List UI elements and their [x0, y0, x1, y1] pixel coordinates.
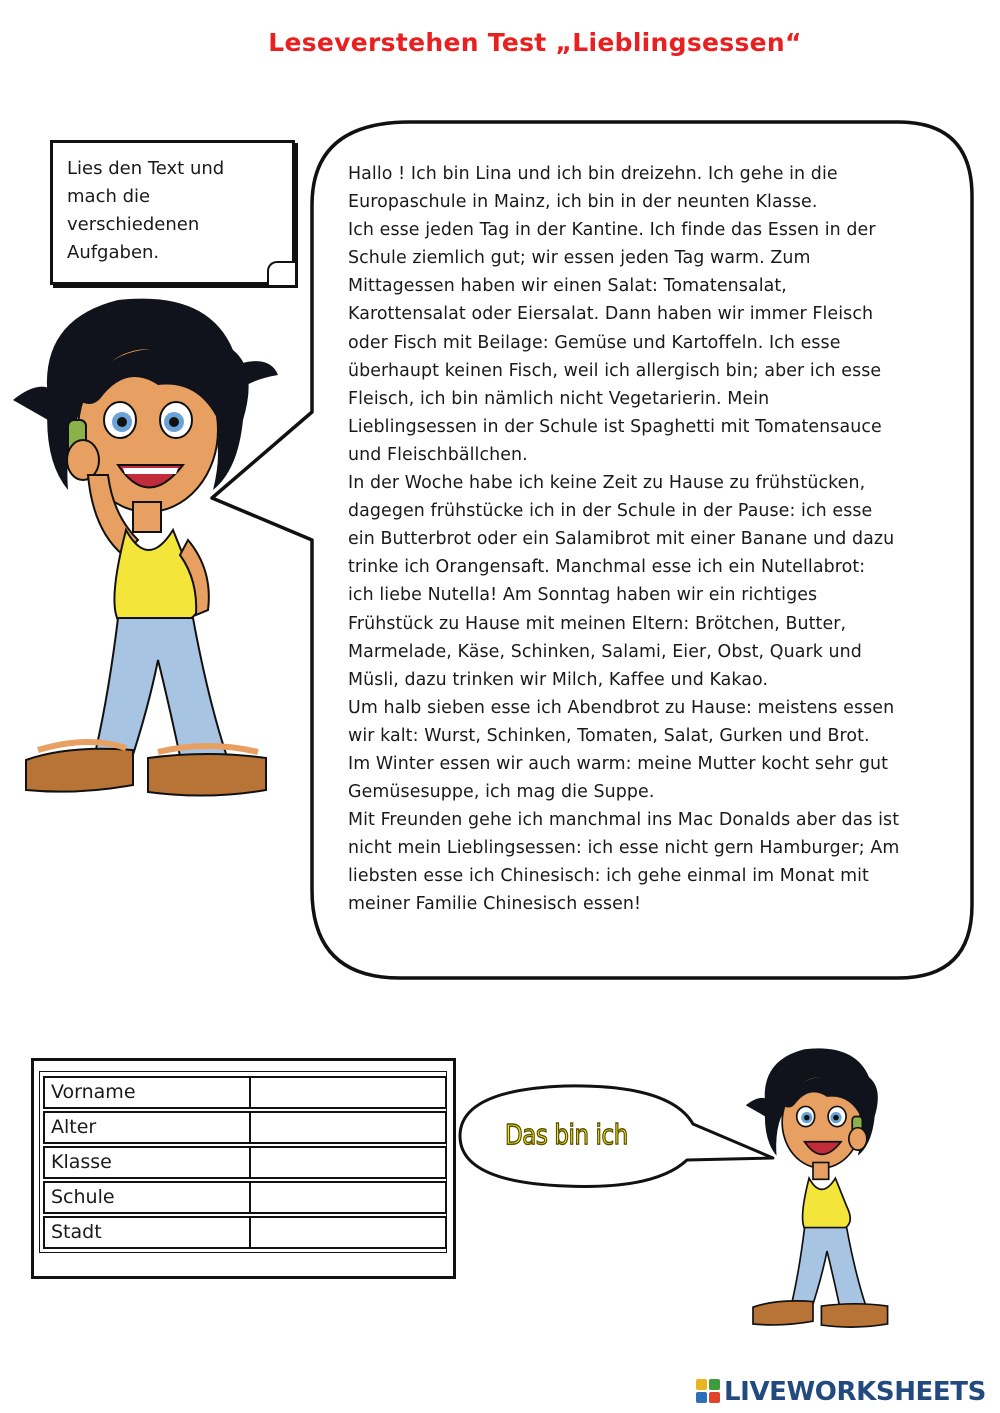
instruction-line: Aufgaben.: [67, 242, 160, 263]
story-line: nicht mein Lieblingsessen: ich esse nicht gern Hamburger; Am: [348, 838, 900, 859]
form-row-vorname: [43, 1076, 445, 1107]
form-label: Vorname: [43, 1076, 251, 1109]
stadt-field[interactable]: [249, 1216, 447, 1249]
alter-field[interactable]: [249, 1111, 447, 1144]
story-line: Im Winter essen wir auch warm: meine Mutter kocht sehr gut: [348, 753, 889, 774]
form-label: Stadt: [43, 1216, 251, 1249]
form-row-klasse: [43, 1146, 445, 1177]
girl-illustration: [8, 280, 283, 815]
story-line: Marmelade, Käse, Schinken, Salami, Eier, Obst, Quark und: [348, 641, 862, 662]
instruction-line: verschiedenen: [67, 214, 200, 235]
brand-name: LIVEWORKSHEETS: [724, 1377, 986, 1407]
story-line: Mit Freunden gehe ich manchmal ins Mac Donalds aber das ist: [348, 810, 900, 831]
story-line: Karottensalat oder Eiersalat. Dann haben wir immer Fleisch: [348, 304, 874, 325]
instruction-line: mach die: [67, 186, 151, 207]
story-line: meiner Familie Chinesisch essen!: [348, 894, 642, 915]
story-line: Gemüsesuppe, ich mag die Suppe.: [348, 782, 655, 803]
form-row-schule: [43, 1181, 445, 1212]
story-line: Lieblingsessen in der Schule ist Spaghetti mit Tomatensauce: [348, 416, 882, 437]
profile-form-inner: [39, 1071, 447, 1253]
page-title: Leseverstehen Test „Lieblingsessen“: [268, 28, 802, 57]
story-line: und Fleischbällchen.: [348, 444, 528, 465]
vorname-field[interactable]: [249, 1076, 447, 1109]
story-line: Ich esse jeden Tag in der Kantine. Ich finde das Essen in der: [348, 220, 876, 241]
story-line: Schule ziemlich gut; wir essen jeden Tag warm. Zum: [348, 248, 811, 269]
story-line: Um halb sieben esse ich Abendbrot zu Hause: meistens essen: [348, 697, 895, 718]
story-line: Europaschule in Mainz, ich bin in der neunten Klasse.: [348, 192, 818, 213]
story-line: liebsten esse ich Chinesisch: ich gehe einmal im Monat mit: [348, 866, 869, 887]
story-line: ich liebe Nutella! Am Sonntag haben wir ein richtiges: [348, 585, 818, 606]
story-line: ein Butterbrot oder ein Salamibrot mit einer Banane und dazu: [348, 529, 895, 550]
klasse-field[interactable]: [249, 1146, 447, 1179]
story-line: oder Fisch mit Beilage: Gemüse und Kartoffeln. Ich esse: [348, 332, 841, 353]
story-line: Müsli, dazu trinken wir Milch, Kaffee und Kakao.: [348, 669, 769, 690]
form-label: Schule: [43, 1181, 251, 1214]
story-line: Fleisch, ich bin nämlich nicht Vegetarierin. Mein: [348, 388, 770, 409]
speech-label: Das bin ich: [505, 1118, 628, 1151]
story-line: Mittagessen haben wir einen Salat: Tomatensalat,: [348, 276, 787, 297]
form-row-alter: [43, 1111, 445, 1142]
form-row-stadt: [43, 1216, 445, 1247]
story-line: In der Woche habe ich keine Zeit zu Hause zu frühstücken,: [348, 473, 866, 494]
story-line: wir kalt: Wurst, Schinken, Tomaten, Salat, Gurken und Brot.: [348, 725, 870, 746]
brand-logo[interactable]: [696, 1377, 986, 1407]
schule-field[interactable]: [249, 1181, 447, 1214]
story-line: trinke ich Orangensaft. Manchmal esse ich ein Nutellabrot:: [348, 557, 866, 578]
story-line: dagegen frühstücke ich in der Schule in der Pause: ich esse: [348, 501, 873, 522]
form-label: Klasse: [43, 1146, 251, 1179]
small-girl-illustration: [740, 1038, 900, 1338]
story-line: Hallo ! Ich bin Lina und ich bin dreizehn. Ich gehe in die: [348, 164, 838, 184]
liveworksheets-logo-icon: [696, 1379, 722, 1403]
story-line: Frühstück zu Hause mit meinen Eltern: Brötchen, Butter,: [348, 613, 847, 634]
instruction-line: Lies den Text und: [67, 158, 225, 179]
profile-form: [31, 1058, 456, 1279]
form-label: Alter: [43, 1111, 251, 1144]
story-line: überhaupt keinen Fisch, weil ich allergisch bin; aber ich esse: [348, 360, 882, 381]
story-text: [348, 160, 948, 919]
